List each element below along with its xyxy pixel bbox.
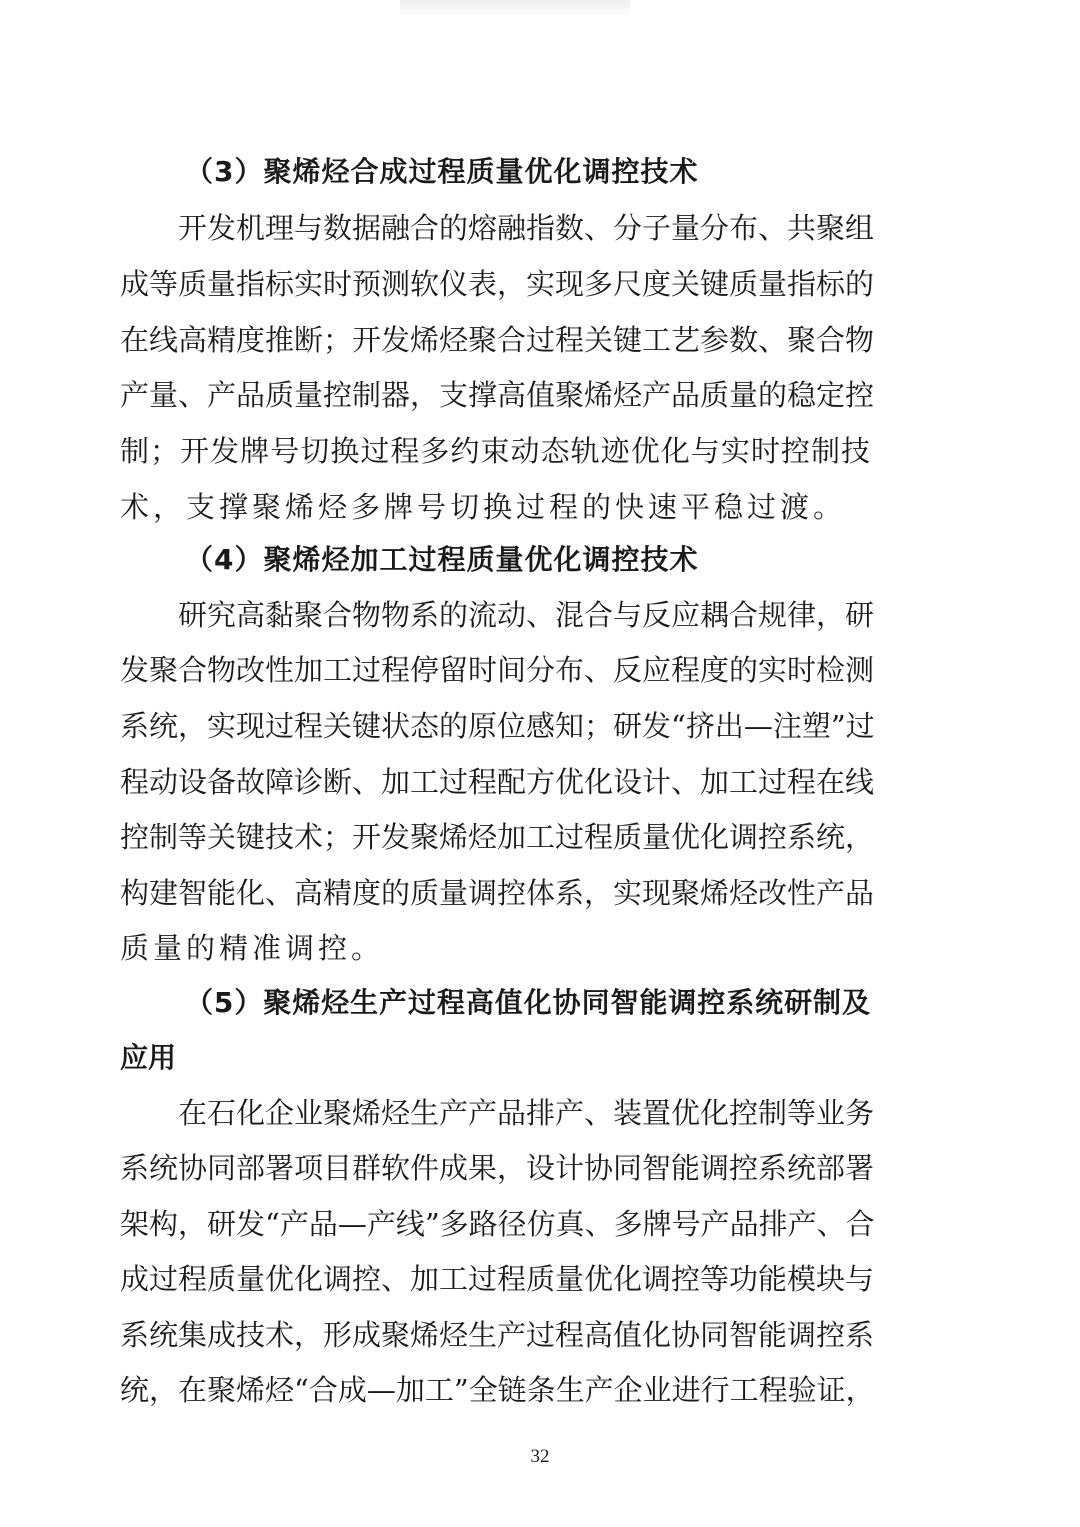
- paragraph-line: 系统，实现过程关键状态的原位感知；研发“挤出—注塑”过: [120, 709, 875, 743]
- paragraph-line: 系统协同部署项目群软件成果，设计协同智能调控系统部署: [120, 1151, 875, 1185]
- section-heading-4: （4）聚烯烃加工过程质量优化调控技术: [185, 543, 699, 576]
- scan-artifact: [400, 0, 630, 16]
- paragraph-line: 架构，研发“产品—产线”多路径仿真、多牌号产品排产、合: [120, 1207, 875, 1241]
- paragraph-line: 构建智能化、高精度的质量调控体系，实现聚烯烃改性产品: [120, 876, 875, 910]
- page-number: 32: [530, 1446, 550, 1467]
- paragraph-line: 开发机理与数据融合的熔融指数、分子量分布、共聚组: [178, 211, 875, 245]
- paragraph-line: 制；开发牌号切换过程多约束动态轨迹优化与实时控制技: [120, 434, 870, 468]
- paragraph-line: 发聚合物改性加工过程停留时间分布、反应程度的实时检测: [120, 653, 875, 687]
- section-heading-5: （5）聚烯烃生产过程高值化协同智能调控系统研制及: [185, 986, 870, 1019]
- paragraph-line: 研究高黏聚合物物系的流动、混合与反应耦合规律，研: [178, 598, 875, 632]
- paragraph-line: 质量的精准调控。: [120, 931, 385, 965]
- paragraph-line: 产量、产品质量控制器，支撑高值聚烯烃产品质量的稳定控: [120, 378, 875, 412]
- section-heading-3: （3）聚烯烃合成过程质量优化调控技术: [185, 155, 699, 188]
- paragraph-line: 在石化企业聚烯烃生产产品排产、装置优化控制等业务: [178, 1096, 875, 1130]
- paragraph-line: 程动设备故障诊断、加工过程配方优化设计、加工过程在线: [120, 765, 875, 799]
- paragraph-line: 术，支撑聚烯烃多牌号切换过程的快速平稳过渡。: [120, 490, 847, 524]
- paragraph-line: 统，在聚烯烃“合成—加工”全链条生产企业进行工程验证，: [120, 1373, 875, 1407]
- paragraph-line: 成等质量指标实时预测软仪表，实现多尺度关键质量指标的: [120, 267, 875, 301]
- paragraph-line: 系统集成技术，形成聚烯烃生产过程高值化协同智能调控系: [120, 1318, 875, 1352]
- paragraph-line: 控制等关键技术；开发聚烯烃加工过程质量优化调控系统，: [120, 820, 875, 854]
- section-heading-5-cont: 应用: [120, 1041, 177, 1074]
- paragraph-line: 在线高精度推断；开发烯烃聚合过程关键工艺参数、聚合物: [120, 323, 875, 357]
- paragraph-line: 成过程质量优化调控、加工过程质量优化调控等功能模块与: [120, 1262, 875, 1296]
